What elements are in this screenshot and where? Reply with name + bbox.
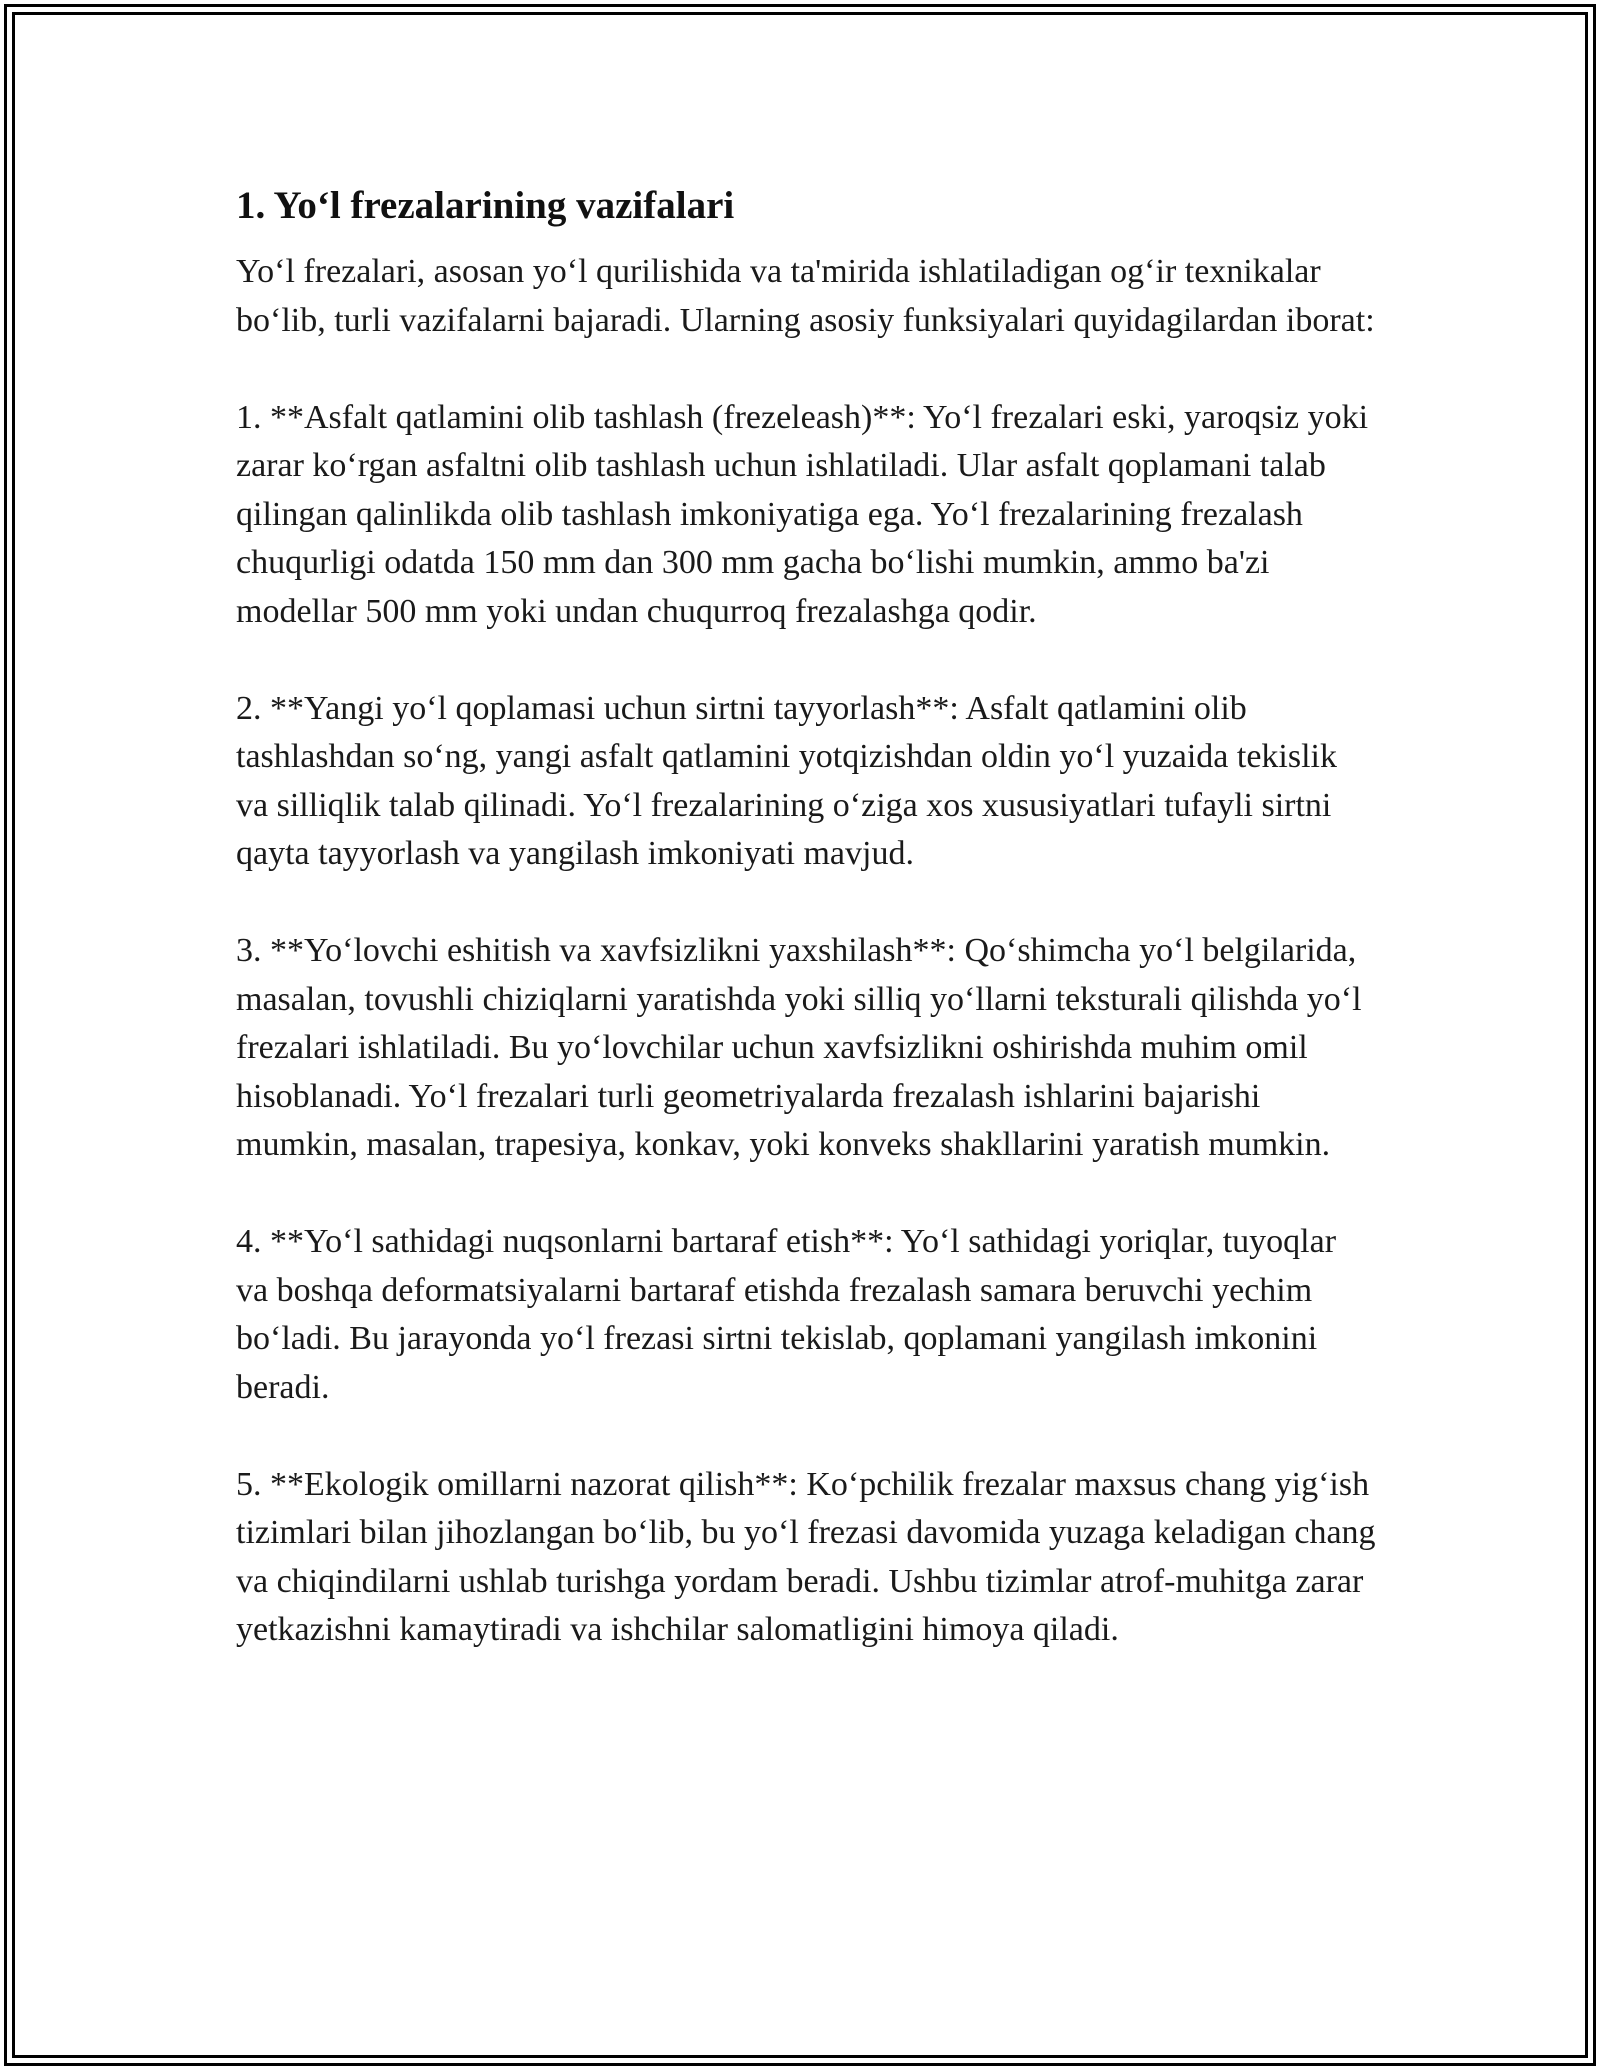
paragraph-spacer [236,879,1376,928]
list-item: 4. **Yo‘l sathidagi nuqsonlarni bartaraf etish**: Yo‘l sathidagi yoriqlar, tuyoqlar va boshqa deformatsiyalarni bartaraf etishda frezalash samara beruvchi yechim bo‘ladi. Bu jarayonda yo‘l frezasi sirtni tekislab, qoplamani yangilash imkonini beradi. [236,1223,1337,1406]
list-item: 1. **Asfalt qatlamini olib tashlash (frezeleash)**: Yo‘l frezalari eski, yaroqsiz yoki zarar ko‘rgan asfaltni olib tashlash uchun ishlatiladi. Ular asfalt qoplamani talab qilingan qalinlikda olib tashlash imkoniyatiga ega. Yo‘l frezalarining frezalash chuqurligi odatda 150 mm dan 300 mm gacha bo‘lishi mumkin, ammo ba'zi modellar 500 mm yoki undan chuqurroq frezalashga qodir. [236,398,1369,630]
paragraph-spacer [236,345,1376,394]
paragraph-spacer [236,1170,1376,1219]
list-item: 3. **Yo‘lovchi eshitish va xavfsizlikni yaxshilash**: Qo‘shimcha yo‘l belgilarida, masalan, tovushli chiziqlarni yaratishda yoki silliq yo‘llarni teksturali qilishda yo‘l frezalari ishlatiladi. Bu yo‘lovchilar uchun xavfsizlikni oshirishda muhim omil hisoblanadi. Yo‘l frezalari turli geometriyalarda frezalash ishlarini bajarishi mumkin, masalan, trapesiya, konkav, yoki konveks shakllarini yaratish mumkin. [236,932,1362,1163]
list-item: 5. **Ekologik omillarni nazorat qilish**: Ko‘pchilik frezalar maxsus chang yig‘ish tizimlari bilan jihozlangan bo‘lib, bu yo‘l frezasi davomida yuzaga keladigan chang va chiqindilarni ushlab turishga yordam beradi. Ushbu tizimlar atrof-muhitga zarar yetkazishni kamaytiradi va ishchilar salomatligini himoya qiladi. [236,1465,1376,1648]
intro-paragraph: Yo‘l frezalari, asosan yo‘l qurilishida va ta'mirida ishlatiladigan og‘ir texnikalar bo‘lib, turli vazifalarni bajaradi. Ularning asosiy funksiyalari quyidagilardan iborat: [236,253,1375,339]
paragraph-spacer [236,636,1376,685]
section-heading: 1. Yo‘l frezalarining vazifalari [236,184,735,227]
document-body [236,180,1376,1655]
list-item: 2. **Yangi yo‘l qoplamasi uchun sirtni tayyorlash**: Asfalt qatlamini olib tashlashdan so‘ng, yangi asfalt qatlamini yotqizishdan oldin yo‘l yuzaida tekislik va silliqlik talab qilinadi. Yo‘l frezalarining o‘ziga xos xususiyatlari tufayli sirtni qayta tayyorlash va yangilash imkoniyati mavjud. [236,689,1337,872]
paragraph-spacer [236,1412,1376,1461]
